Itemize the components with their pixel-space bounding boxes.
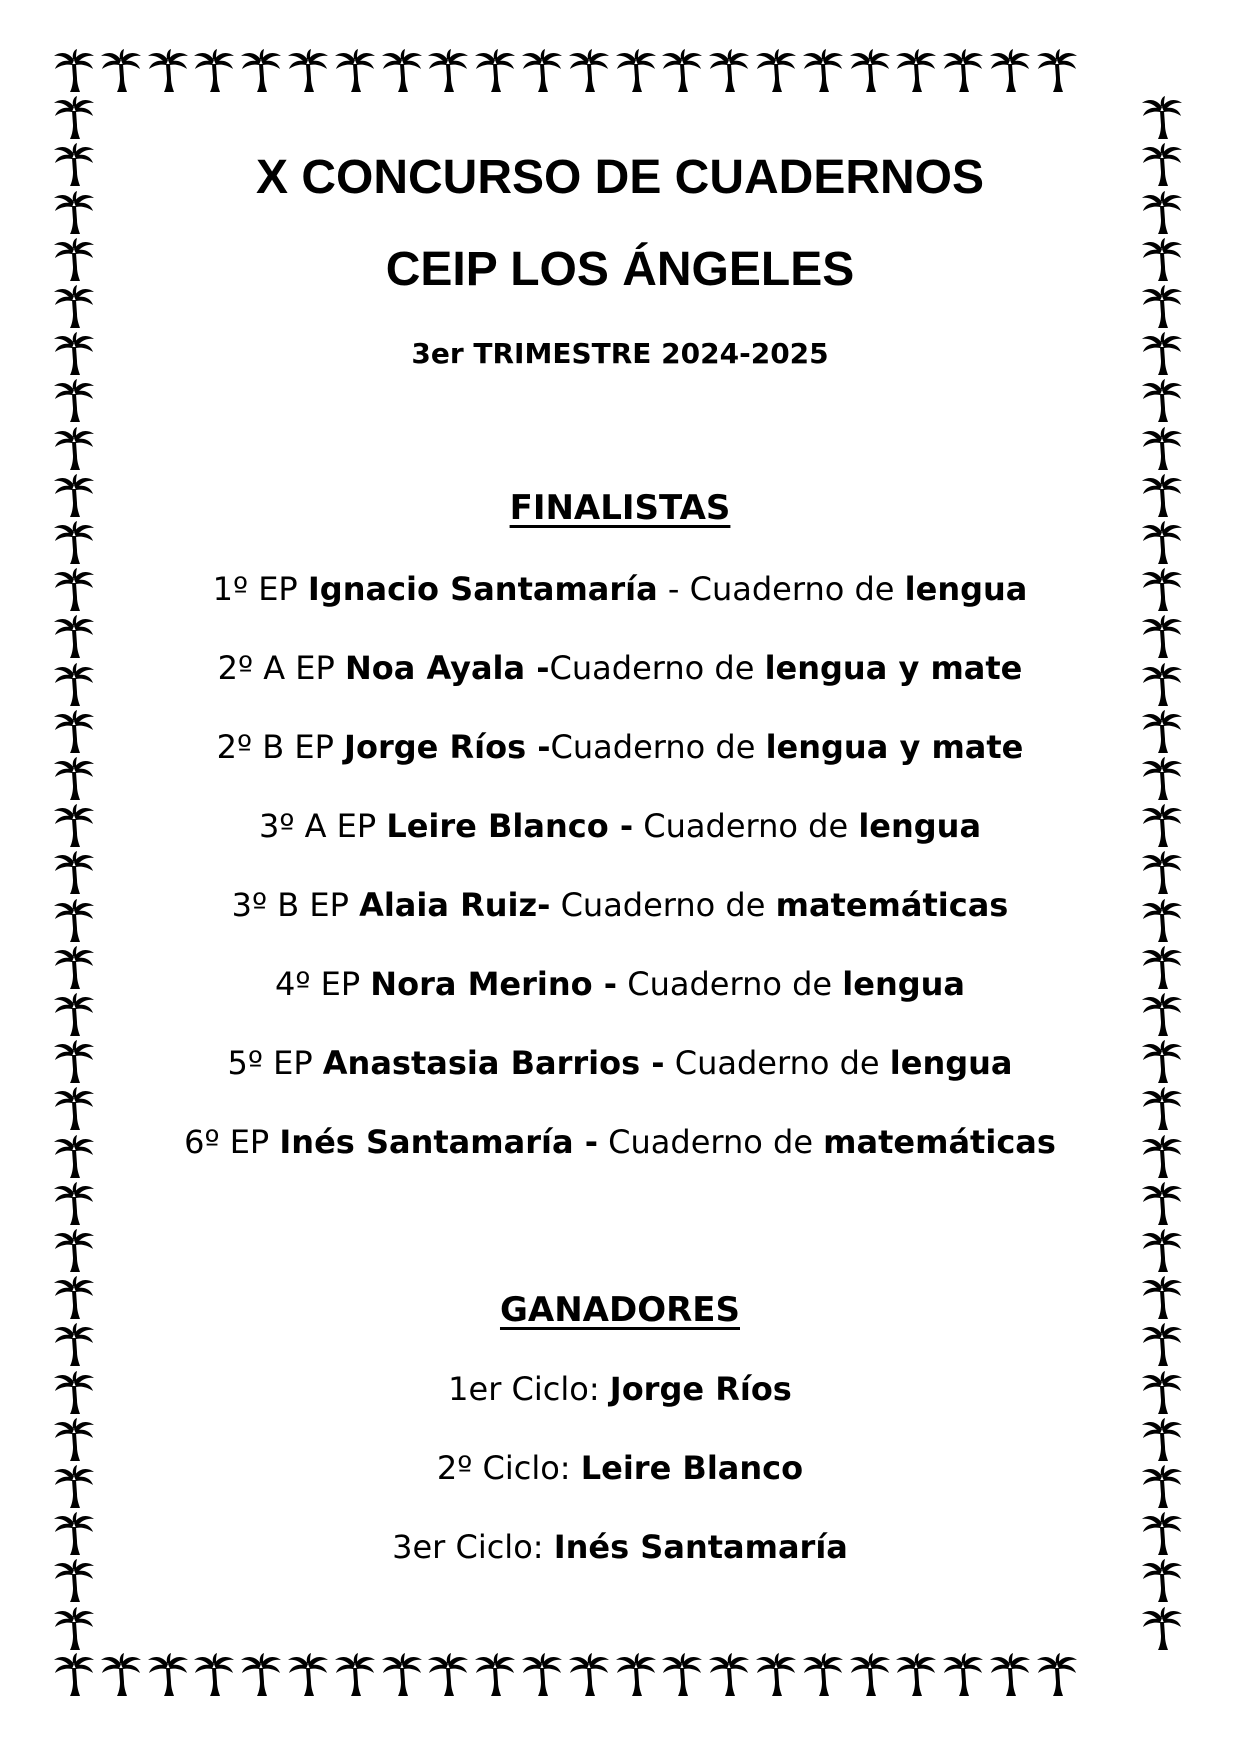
finalist-separator: Cuaderno de xyxy=(617,965,843,1003)
finalist-subject: lengua y mate xyxy=(764,649,1023,687)
finalist-separator: Cuaderno de xyxy=(597,1123,824,1161)
finalist-name: Inés Santamaría - xyxy=(279,1123,598,1161)
palm-tree-icon xyxy=(1140,473,1184,519)
palm-tree-icon xyxy=(239,48,283,94)
winner-cycle: 1er Ciclo: xyxy=(448,1370,610,1408)
palm-tree-icon xyxy=(1035,1652,1079,1698)
winner-name: Leire Blanco xyxy=(580,1449,804,1487)
palm-tree-icon xyxy=(52,331,96,377)
finalist-subject: lengua xyxy=(858,807,982,845)
palm-tree-icon xyxy=(988,1652,1032,1698)
palm-tree-icon xyxy=(707,1652,751,1698)
palm-tree-icon xyxy=(754,1652,798,1698)
palm-tree-icon xyxy=(192,1652,236,1698)
palm-tree-icon xyxy=(801,1652,845,1698)
palm-tree-icon xyxy=(52,1322,96,1368)
palm-tree-icon xyxy=(146,48,190,94)
finalist-name: Jorge Ríos - xyxy=(344,728,551,766)
winner-cycle: 3er Ciclo: xyxy=(392,1528,554,1566)
finalist-name: Noa Ayala - xyxy=(344,649,550,687)
finalist-subject: lengua y mate xyxy=(765,728,1024,766)
palm-tree-icon xyxy=(99,48,143,94)
palm-tree-icon xyxy=(567,48,611,94)
palm-tree-icon xyxy=(52,1181,96,1227)
finalist-name: Leire Blanco - xyxy=(386,807,634,845)
finalist-entry xyxy=(80,570,1160,608)
palm-tree-icon xyxy=(1140,331,1184,377)
palm-tree-icon xyxy=(614,48,658,94)
palm-tree-icon xyxy=(52,95,96,141)
palm-tree-icon xyxy=(614,1652,658,1698)
finalist-course: 6º EP xyxy=(184,1123,280,1161)
palm-tree-icon xyxy=(146,1652,190,1698)
palm-tree-icon xyxy=(941,48,985,94)
palm-tree-icon xyxy=(52,426,96,472)
palm-tree-icon xyxy=(286,1652,330,1698)
finalist-name: Ignacio Santamaría xyxy=(307,570,658,608)
palm-tree-icon xyxy=(52,284,96,330)
palm-tree-icon xyxy=(894,1652,938,1698)
palm-tree-icon xyxy=(52,1652,96,1698)
palm-tree-icon xyxy=(333,48,377,94)
palm-tree-icon xyxy=(52,1228,96,1274)
finalist-subject: matemáticas xyxy=(823,1123,1056,1161)
winner-entry xyxy=(80,1449,1160,1487)
finalist-entry xyxy=(80,649,1160,687)
finalist-subject: lengua xyxy=(842,965,965,1003)
palm-tree-icon xyxy=(1140,378,1184,424)
palm-tree-icon xyxy=(848,1652,892,1698)
palm-tree-icon xyxy=(52,237,96,283)
palm-tree-icon xyxy=(567,1652,611,1698)
palm-tree-icon xyxy=(333,1652,377,1698)
finalist-entry xyxy=(80,886,1160,924)
school-name: CEIP LOS ÁNGELES xyxy=(385,243,855,296)
finalist-separator: Cuaderno de xyxy=(633,807,859,845)
palm-tree-icon xyxy=(52,473,96,519)
finalist-subject: matemáticas xyxy=(775,886,1009,924)
palm-tree-icon xyxy=(1140,95,1184,141)
palm-tree-icon xyxy=(52,142,96,188)
palm-tree-icon xyxy=(192,48,236,94)
palm-tree-icon xyxy=(52,1606,96,1652)
palm-tree-icon xyxy=(754,48,798,94)
finalist-course: 4º EP xyxy=(275,965,371,1003)
winner-name: Inés Santamaría xyxy=(553,1528,848,1566)
palm-tree-icon xyxy=(1140,520,1184,566)
palm-tree-icon xyxy=(473,48,517,94)
winner-entry xyxy=(80,1528,1160,1566)
finalist-separator: - Cuaderno de xyxy=(657,570,905,608)
palm-tree-icon xyxy=(52,378,96,424)
contest-title: X CONCURSO DE CUADERNOS xyxy=(255,151,985,204)
finalist-course: 2º B EP xyxy=(216,728,345,766)
palm-tree-icon xyxy=(426,1652,470,1698)
palm-tree-icon xyxy=(1140,1275,1184,1321)
finalist-course: 2º A EP xyxy=(217,649,345,687)
palm-tree-icon xyxy=(380,48,424,94)
finalist-separator: Cuaderno de xyxy=(549,649,765,687)
palm-tree-icon xyxy=(473,1652,517,1698)
finalist-subject: lengua xyxy=(904,570,1028,608)
term-label: 3er TRIMESTRE 2024-2025 xyxy=(411,337,829,370)
finalistas-heading: FINALISTAS xyxy=(509,488,731,528)
palm-tree-icon xyxy=(1140,190,1184,236)
finalist-subject: lengua xyxy=(889,1044,1013,1082)
palm-tree-icon xyxy=(52,520,96,566)
palm-tree-icon xyxy=(1140,1228,1184,1274)
finalist-entry xyxy=(80,965,1160,1003)
finalist-name: Anastasia Barrios - xyxy=(322,1044,665,1082)
palm-tree-icon xyxy=(988,48,1032,94)
finalist-course: 3º A EP xyxy=(258,807,387,845)
palm-tree-icon xyxy=(52,190,96,236)
finalist-separator: Cuaderno de xyxy=(550,886,776,924)
finalist-entry xyxy=(80,728,1160,766)
finalist-entry xyxy=(80,1044,1160,1082)
winner-cycle: 2º Ciclo: xyxy=(436,1449,581,1487)
palm-tree-icon xyxy=(894,48,938,94)
palm-tree-icon xyxy=(660,48,704,94)
finalist-separator: Cuaderno de xyxy=(550,728,766,766)
finalist-course: 3º B EP xyxy=(231,886,360,924)
palm-tree-icon xyxy=(286,48,330,94)
palm-tree-icon xyxy=(660,1652,704,1698)
palm-tree-icon xyxy=(1140,1606,1184,1652)
palm-tree-icon xyxy=(1140,1181,1184,1227)
palm-tree-icon xyxy=(707,48,751,94)
palm-tree-icon xyxy=(1140,142,1184,188)
palm-tree-icon xyxy=(1140,426,1184,472)
finalist-separator: Cuaderno de xyxy=(664,1044,890,1082)
finalist-course: 5º EP xyxy=(227,1044,323,1082)
palm-tree-icon xyxy=(52,1275,96,1321)
palm-tree-icon xyxy=(520,1652,564,1698)
finalist-name: Alaia Ruiz- xyxy=(359,886,551,924)
palm-tree-icon xyxy=(1140,284,1184,330)
finalist-course: 1º EP xyxy=(212,570,308,608)
ganadores-heading: GANADORES xyxy=(499,1290,740,1330)
palm-tree-icon xyxy=(520,48,564,94)
finalist-entry xyxy=(80,807,1160,845)
finalist-entry xyxy=(80,1123,1160,1161)
palm-tree-icon xyxy=(99,1652,143,1698)
finalist-name: Nora Merino - xyxy=(370,965,618,1003)
palm-tree-icon xyxy=(52,48,96,94)
palm-tree-icon xyxy=(426,48,470,94)
palm-tree-icon xyxy=(1140,237,1184,283)
palm-tree-icon xyxy=(1140,1322,1184,1368)
palm-tree-icon xyxy=(380,1652,424,1698)
palm-tree-icon xyxy=(239,1652,283,1698)
palm-tree-icon xyxy=(848,48,892,94)
winner-name: Jorge Ríos xyxy=(609,1370,792,1408)
palm-tree-icon xyxy=(801,48,845,94)
winner-entry xyxy=(80,1370,1160,1408)
palm-tree-icon xyxy=(1035,48,1079,94)
palm-tree-icon xyxy=(941,1652,985,1698)
